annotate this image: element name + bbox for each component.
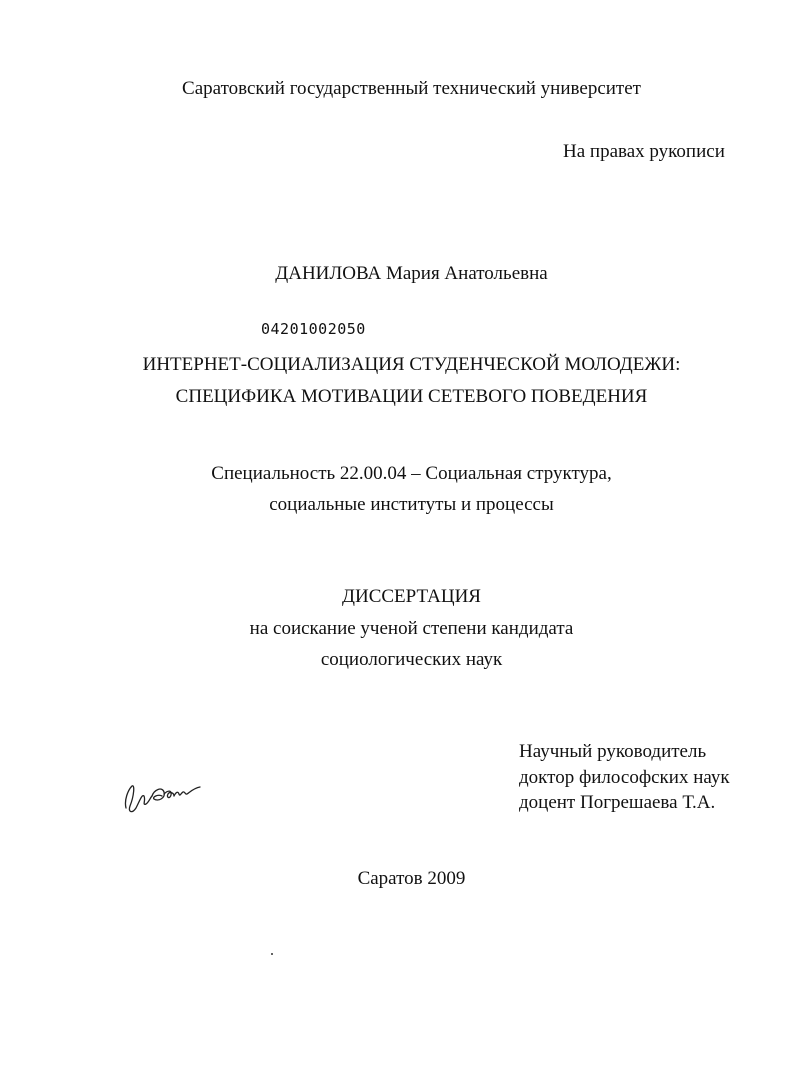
degree-purpose-line-1: на соискание ученой степени кандидата <box>249 618 574 639</box>
advisor-role: Научный руководитель <box>519 741 707 762</box>
advisor-degree: доктор философских наук <box>519 767 730 788</box>
university-name: Саратовский государственный технический университет <box>182 78 641 99</box>
scan-speck <box>271 953 273 955</box>
handwritten-signature <box>118 772 208 820</box>
dissertation-title-line-1: ИНТЕРНЕТ-СОЦИАЛИЗАЦИЯ СТУДЕНЧЕСКОЙ МОЛОДЕЖИ: <box>142 354 681 375</box>
advisor-title-name: доцент Погрешаева Т.А. <box>519 792 716 813</box>
city-and-year: Саратов 2009 <box>357 868 466 889</box>
specialty-line-1: Специальность 22.00.04 – Социальная структура, <box>211 463 612 484</box>
registration-number: 04201002050 <box>261 320 366 338</box>
degree-purpose-line-2: социологических наук <box>320 649 503 670</box>
specialty-line-2: социальные институты и процессы <box>269 494 554 515</box>
dissertation-title-line-2: СПЕЦИФИКА МОТИВАЦИИ СЕТЕВОГО ПОВЕДЕНИЯ <box>175 386 648 407</box>
document-type: ДИССЕРТАЦИЯ <box>342 586 481 607</box>
manuscript-rights-note: На правах рукописи <box>563 141 725 162</box>
author-name: ДАНИЛОВА Мария Анатольевна <box>275 263 548 284</box>
